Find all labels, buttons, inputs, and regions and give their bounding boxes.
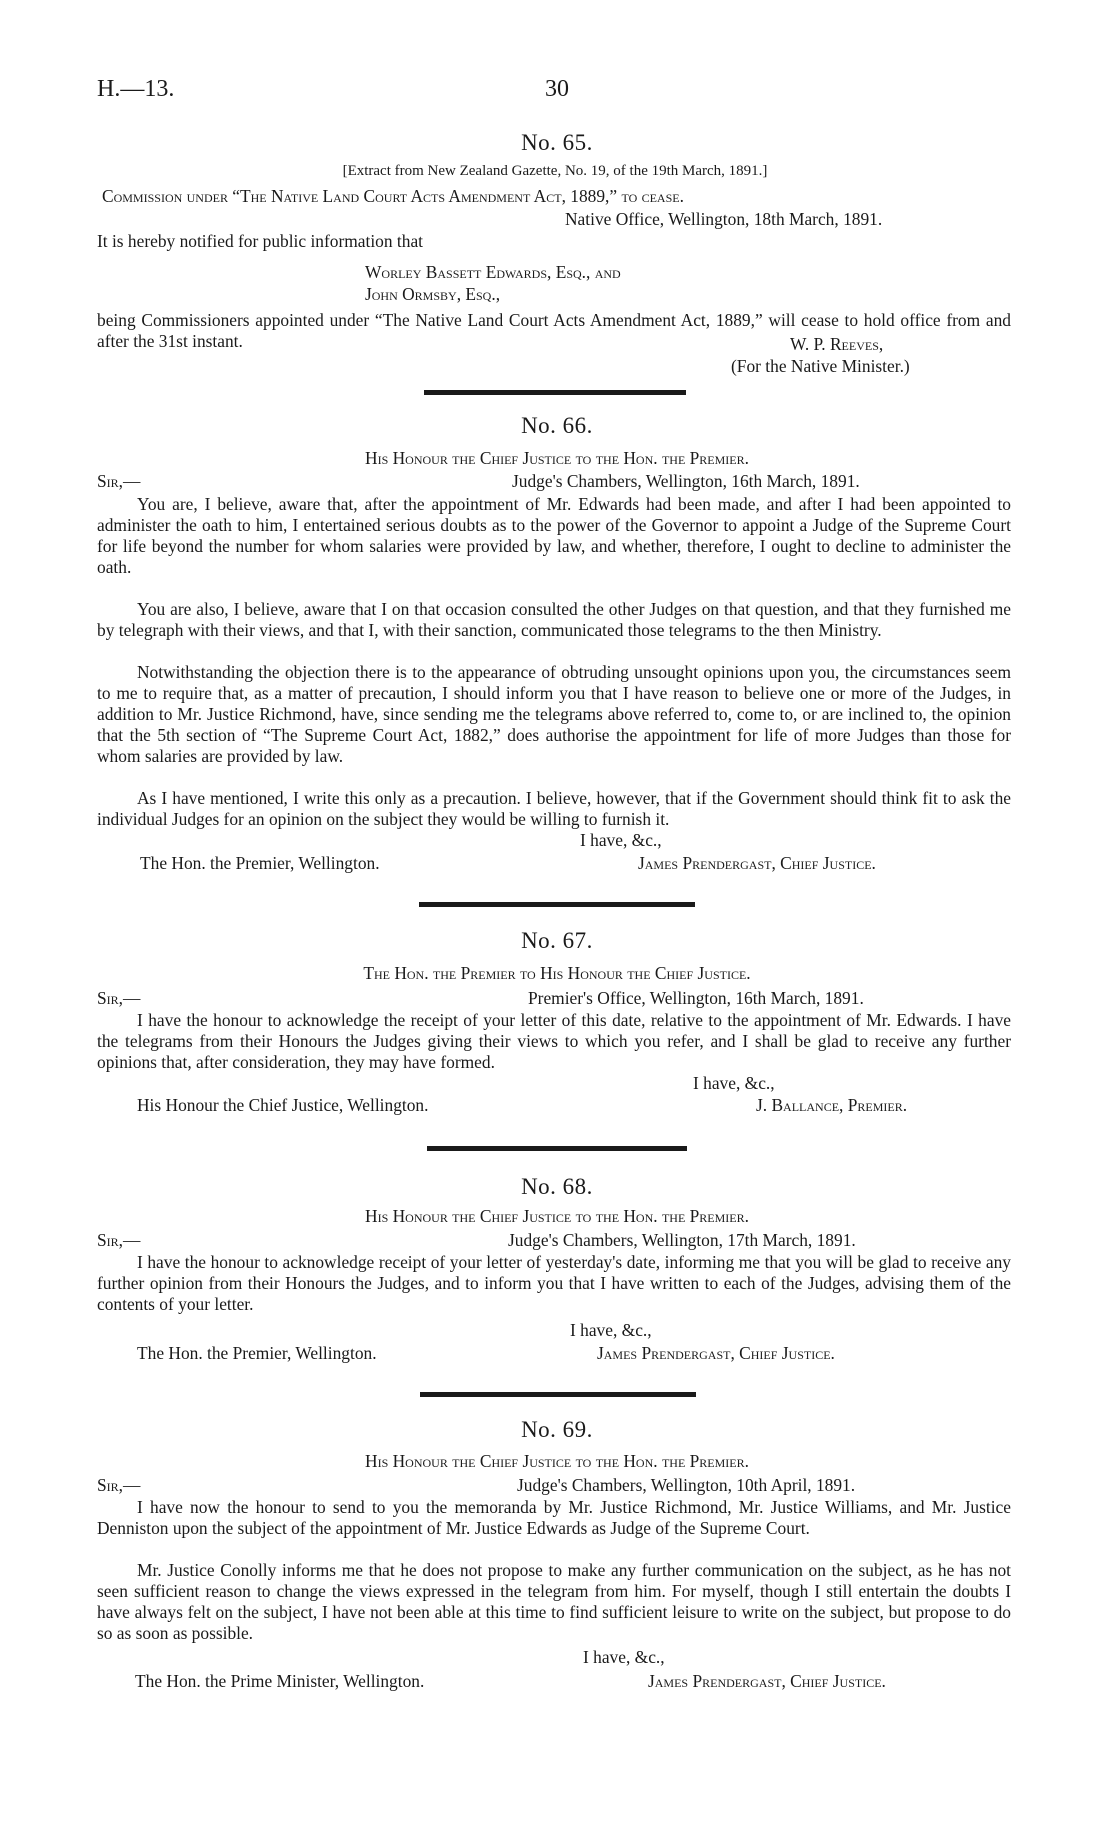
- letter-67-addressee: His Honour the Chief Justice, Wellington.: [137, 1095, 429, 1115]
- page-number: 30: [545, 76, 569, 102]
- letter-66-place-date: Judge's Chambers, Wellington, 16th March, 1891.: [512, 471, 860, 491]
- letter-67-number: No. 67.: [521, 928, 593, 953]
- letter-65-number: No. 65.: [521, 130, 593, 155]
- letter-66-addressee: The Hon. the Premier, Wellington.: [140, 853, 380, 873]
- letter-69-signature: James Prendergast, Chief Justice.: [648, 1671, 886, 1691]
- letter-68-salutation: Sir,—: [97, 1230, 141, 1250]
- letter-67-place-date: Premier's Office, Wellington, 16th March, 1891.: [528, 988, 864, 1008]
- letter-68-addressee: The Hon. the Premier, Wellington.: [137, 1343, 377, 1363]
- letter-66-paragraph-1: You are, I believe, aware that, after the appointment of Mr. Edwards had been made, and after I had been appointed to administer the oath to him, I entertained serious doubts as to the power of the Governor to appoint a Judge of the Supreme Court for life beyond the number for whom salaries were provided by law, and whether, therefore, I ought to decline to administer the oath.: [97, 494, 1011, 577]
- letter-65-body: being Commissioners appointed under “The Native Land Court Acts Amendment Act, 1889,” will cease to hold office from and after the 31st instant.: [97, 310, 1011, 351]
- letter-69-paragraph-2: Mr. Justice Conolly informs me that he does not propose to make any further communication on the subject, as he has not seen sufficient reason to change the views expressed in the telegram from him. For myself, though I still entertain the doubts I have always felt on the subject, I have not been able at this time to find sufficient leisure to write on the subject, but propose to do so as soon as possible.: [97, 1560, 1011, 1643]
- letter-67-salutation: Sir,—: [97, 988, 141, 1008]
- section-divider: [427, 1146, 687, 1151]
- letter-67-closing: I have, &c.,: [693, 1073, 775, 1093]
- letter-68-signature: James Prendergast, Chief Justice.: [597, 1343, 835, 1363]
- letter-69-number: No. 69.: [521, 1417, 593, 1442]
- letter-65-name-2: John Ormsby, Esq.,: [365, 284, 501, 304]
- letter-65-extract-note: [Extract from New Zealand Gazette, No. 19, of the 19th March, 1891.]: [342, 163, 768, 179]
- letter-65-signature: W. P. Reeves,: [790, 334, 884, 354]
- letter-69-title: His Honour the Chief Justice to the Hon. the Premier.: [365, 1451, 749, 1471]
- letter-66-paragraph-4: As I have mentioned, I write this only as a precaution. I believe, however, that if the Government should think fit to ask the individual Judges for an opinion on the subject they would be willing to furnish it.: [97, 788, 1011, 829]
- letter-69-salutation: Sir,—: [97, 1475, 141, 1495]
- letter-68-place-date: Judge's Chambers, Wellington, 17th March, 1891.: [508, 1230, 856, 1250]
- letter-66-number: No. 66.: [521, 413, 593, 438]
- letter-66-salutation: Sir,—: [97, 471, 141, 491]
- letter-65-signature-role: (For the Native Minister.): [731, 356, 910, 376]
- letter-66-paragraph-2: You are also, I believe, aware that I on that occasion consulted the other Judges on that question, and that they furnished me by telegraph with their views, and that I, with their sanction, communicated those telegrams to the then Ministry.: [97, 599, 1011, 640]
- letter-68-title: His Honour the Chief Justice to the Hon. the Premier.: [365, 1206, 749, 1226]
- letter-65-intro: It is hereby notified for public information that: [97, 231, 423, 251]
- section-divider: [420, 1392, 696, 1397]
- letter-69-addressee: The Hon. the Prime Minister, Wellington.: [135, 1671, 425, 1691]
- letter-68-number: No. 68.: [521, 1174, 593, 1199]
- letter-69-place-date: Judge's Chambers, Wellington, 10th April, 1891.: [517, 1475, 856, 1495]
- letter-68-paragraph-1: I have the honour to acknowledge receipt of your letter of yesterday's date, informing me that you will be glad to receive any further opinion from their Honours the Judges, and to inform you that I have written to each of the Judges, advising them of the contents of your letter.: [97, 1252, 1011, 1314]
- letter-66-closing: I have, &c.,: [580, 830, 662, 850]
- letter-66-paragraph-3: Notwithstanding the objection there is to the appearance of obtruding unsought opinions upon you, the circumstances seem to me to require that, as a matter of precaution, I should inform you that I have reason to believe one or more of the Judges, in addition to Mr. Justice Richmond, have, since sending me the telegrams above referred to, come to, or are inclined to, the opinion that the 5th section of “The Supreme Court Act, 1882,” does authorise the appointment for life of more Judges than those for whom salaries are provided by law.: [97, 662, 1011, 766]
- letter-65-name-1: Worley Bassett Edwards, Esq., and: [365, 262, 621, 282]
- letter-68-closing: I have, &c.,: [570, 1320, 652, 1340]
- letter-67-paragraph-1: I have the honour to acknowledge the receipt of your letter of this date, relative to the appointment of Mr. Edwards. I have the telegrams from their Honours the Judges giving their views to which you refer, and I shall be glad to receive any further opinions that, after consideration, they may have formed.: [97, 1010, 1011, 1072]
- section-divider: [419, 902, 695, 907]
- letter-65-place-date: Native Office, Wellington, 18th March, 1891.: [565, 209, 883, 229]
- letter-65-title: Commission under “The Native Land Court Acts Amendment Act, 1889,” to cease.: [102, 186, 684, 206]
- letter-67-title: The Hon. the Premier to His Honour the Chief Justice.: [363, 963, 751, 983]
- letter-69-closing: I have, &c.,: [583, 1647, 665, 1667]
- letter-69-paragraph-1: I have now the honour to send to you the memoranda by Mr. Justice Richmond, Mr. Justice Williams, and Mr. Justice Denniston upon the subject of the appointment of Mr. Justice Edwards as Judge of the Supreme Court.: [97, 1497, 1011, 1538]
- letter-66-title: His Honour the Chief Justice to the Hon. the Premier.: [365, 448, 749, 468]
- document-code: H.—13.: [97, 76, 175, 102]
- section-divider: [424, 390, 686, 395]
- letter-66-signature: James Prendergast, Chief Justice.: [638, 853, 876, 873]
- letter-67-signature: J. Ballance, Premier.: [756, 1095, 908, 1115]
